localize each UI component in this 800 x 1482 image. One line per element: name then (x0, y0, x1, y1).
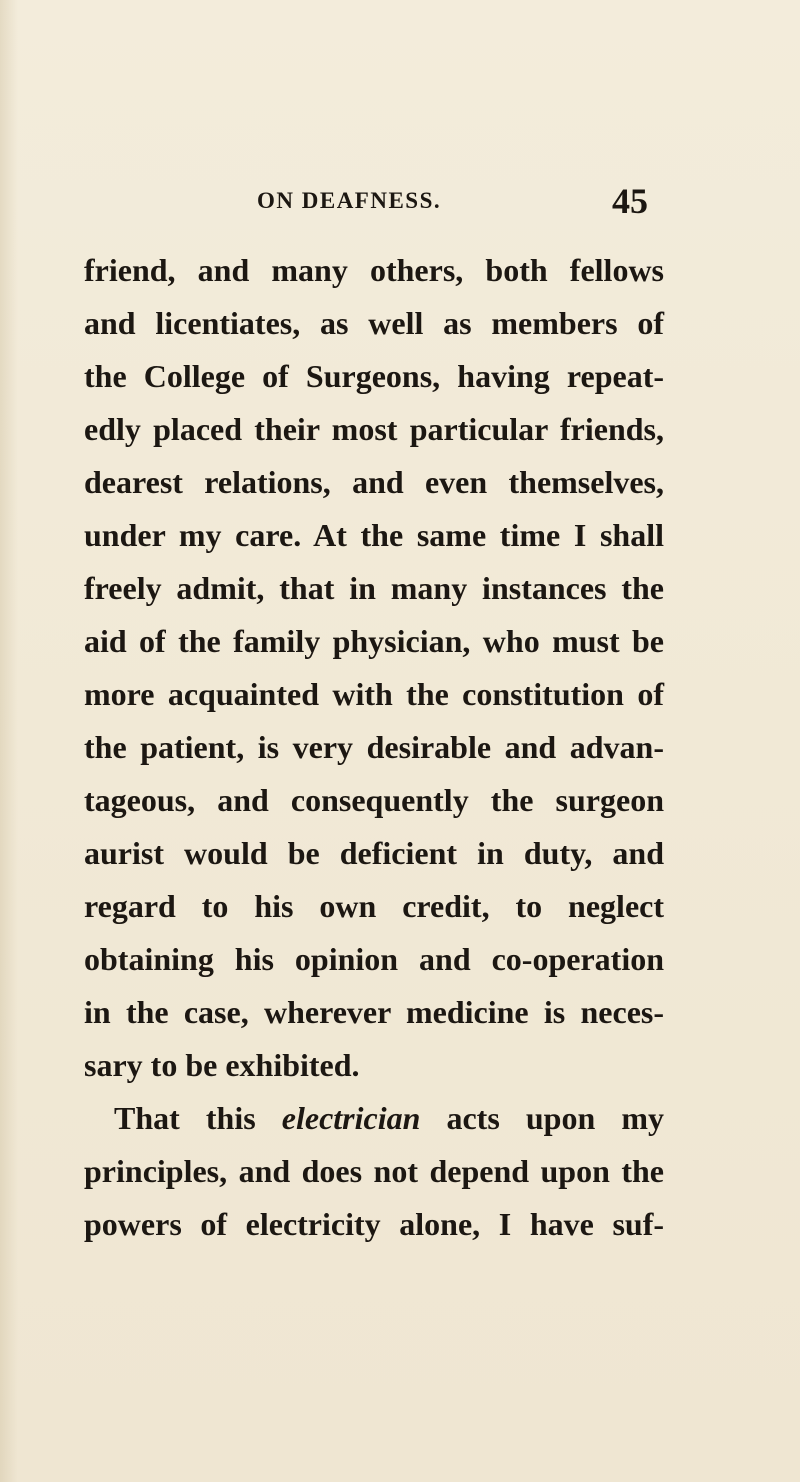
text-line: tageous, and consequently the surgeon (84, 782, 664, 818)
body-text (84, 244, 664, 1251)
text-line: aid of the family physician, who must be (84, 623, 664, 659)
text-line: edly placed their most particular friends, (84, 411, 664, 447)
text-line: aurist would be deficient in duty, and (84, 835, 664, 871)
text-fragment: acts upon my (420, 1100, 665, 1136)
text-line: freely admit, that in many instances the (84, 570, 664, 606)
page-number: 45 (612, 181, 648, 221)
text-line: dearest relations, and even themselves, (84, 464, 664, 500)
text-line: friend, and many others, both fellows (84, 252, 664, 288)
page-edge-shadow (0, 0, 18, 1482)
text-line: obtaining his opinion and co-operation (84, 941, 664, 977)
italic-word: electrician (281, 1100, 421, 1136)
paragraph-start-line (84, 1092, 664, 1145)
text-line: the patient, is very desirable and advan- (84, 729, 664, 765)
page-header (0, 180, 800, 220)
text-line: principles, and does not depend upon the (84, 1153, 664, 1189)
running-head: ON DEAFNESS. (257, 188, 442, 213)
text-line: and licentiates, as well as members of (84, 305, 664, 341)
text-line: powers of electricity alone, I have suf- (84, 1206, 664, 1242)
text-line: the College of Surgeons, having repeat- (84, 358, 664, 394)
text-line: more acquainted with the constitution of (84, 676, 664, 712)
text-line: under my care. At the same time I shall (84, 517, 664, 553)
text-line: in the case, wherever medicine is neces- (84, 994, 664, 1030)
text-line: regard to his own credit, to neglect (84, 888, 664, 924)
text-fragment: That this (114, 1100, 282, 1136)
text-line: sary to be exhibited. (84, 1047, 360, 1083)
